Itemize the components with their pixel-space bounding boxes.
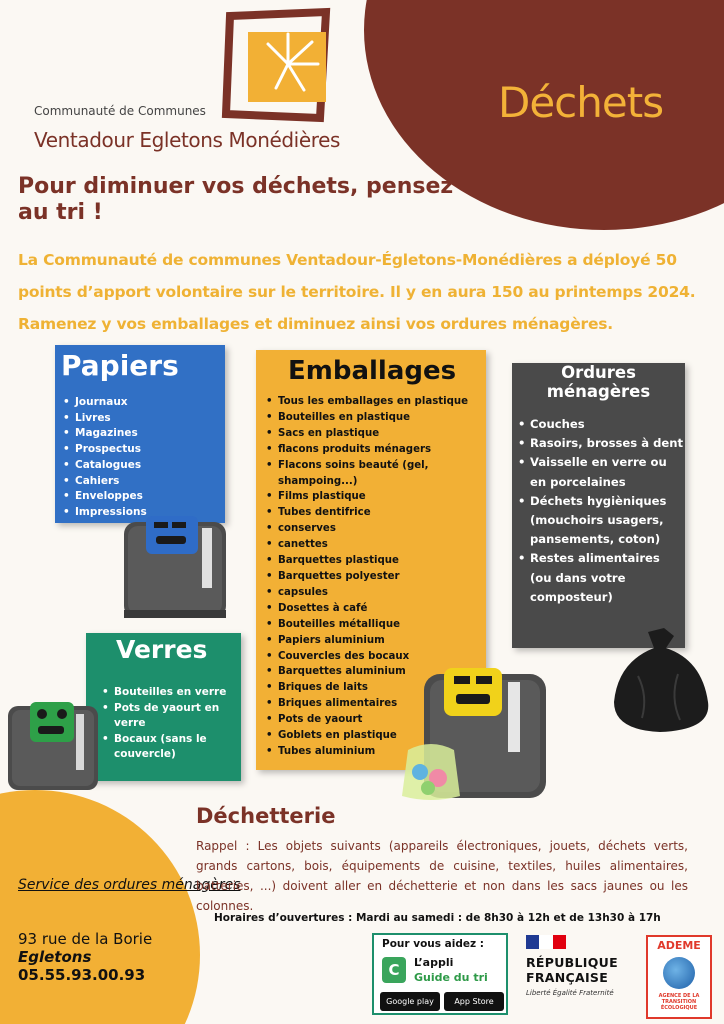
list-item: • Restes alimentaires (ou dans votre composteur) (518, 549, 684, 607)
recycling-bag-image (398, 736, 464, 804)
list-item: • Bocaux (sans le couvercle) (102, 732, 236, 763)
list-item: • Dosettes à café (266, 601, 484, 617)
address-city: Egletons (18, 948, 92, 966)
globe-icon (663, 957, 695, 989)
list-item: • conserves (266, 521, 484, 537)
ademe-logo (646, 935, 712, 1019)
service-label-text: Service des ordures ménagères (18, 877, 241, 893)
ordures-panel (512, 363, 685, 648)
devise-text: Liberté Égalité Fraternité (526, 989, 614, 997)
list-item: • Goblets en plastique (266, 728, 484, 744)
appli-box (372, 933, 508, 1015)
list-item: • Tous les emballages en plastique (266, 394, 484, 410)
list-item: • canettes (266, 537, 484, 553)
intro-text: La Communauté de communes Ventadour-Égletons-Monédières a déployé 50 points d’apport volontaire sur le territoire. Il y en aura 150 au printemps 2024. Ramenez y vos emballages et diminuez ainsi vos ordures ménagères. (18, 251, 696, 333)
list-item: • Prospectus (63, 442, 147, 458)
list-item: • Tubes dentifrice (266, 505, 484, 521)
logo-icon (216, 6, 338, 124)
republique-text: RÉPUBLIQUE FRANÇAISE (526, 955, 618, 985)
list-item: • Bouteilles en verre (102, 685, 236, 701)
appli-line2: Guide du tri (414, 971, 488, 984)
blue-bin-image (120, 514, 230, 622)
list-item: • Pots de yaourt en verre (102, 701, 236, 732)
page-title: Déchets (498, 78, 664, 127)
list-item: • Journaux (63, 395, 147, 411)
opening-hours: Horaires d’ouvertures : Mardi au samedi : de 8h30 à 12h et de 13h30 à 17h (214, 912, 661, 924)
list-item: • Vaisselle en verre ou en porcelaines (518, 453, 684, 491)
list-item: • Couvercles des bocaux (266, 649, 484, 665)
logo-name: Ventadour Egletons Monédières (34, 128, 341, 152)
list-item: • Cahiers (63, 474, 147, 490)
address-phone: 05.55.93.00.93 (18, 966, 146, 984)
ademe-title: ADEME (657, 939, 701, 952)
ademe-subtitle: AGENCE DE LA TRANSITION ÉCOLOGIQUE (658, 993, 700, 1011)
list-item: • Livres (63, 411, 147, 427)
papiers-title: Papiers (61, 349, 179, 382)
appli-line1: L’appli (414, 956, 454, 969)
list-item: • Tubes aluminium (266, 744, 484, 760)
ordures-list (518, 415, 684, 607)
trash-bag-image (608, 626, 714, 736)
list-item: • Pots de yaourt (266, 712, 484, 728)
list-item: • Magazines (63, 426, 147, 442)
headline: Pour diminuer vos déchets, pensez au tri ! (18, 174, 454, 225)
guide-tri-icon: C (382, 957, 406, 983)
list-item: • Rasoirs, brosses à dent (518, 434, 684, 453)
list-item: • Barquettes aluminium (266, 664, 484, 680)
list-item: • Briques de laits (266, 680, 484, 696)
list-item: • Enveloppes (63, 489, 147, 505)
list-item: • flacons produits ménagers (266, 442, 484, 458)
list-item: • Films plastique (266, 489, 484, 505)
ordures-title: Ordures ménagères (546, 363, 651, 401)
list-item: • Papiers aluminium (266, 633, 484, 649)
appli-intro: Pour vous aidez : (382, 938, 484, 950)
list-item: • Bouteilles métallique (266, 617, 484, 633)
french-flag-icon (526, 935, 566, 949)
green-bin-image (6, 700, 100, 792)
list-item: • Barquettes plastique (266, 553, 484, 569)
list-item: • Flacons soins beauté (gel, shampoing...) (266, 458, 484, 490)
verres-panel (86, 633, 241, 781)
list-item: • Déchets hygièniques (mouchoirs usagers, pansements, coton) (518, 492, 684, 550)
list-item: • Briques alimentaires (266, 696, 484, 712)
service-address (18, 930, 152, 984)
emballages-title: Emballages (288, 356, 457, 386)
decheterie-title: Déchetterie (196, 804, 336, 828)
list-item: • Barquettes polyester (266, 569, 484, 585)
list-item: • Sacs en plastique (266, 426, 484, 442)
republique-francaise-logo (526, 935, 626, 1015)
list-item: • Bouteilles en plastique (266, 410, 484, 426)
verres-title: Verres (116, 635, 208, 664)
list-item: • Catalogues (63, 458, 147, 474)
verres-list (102, 685, 236, 763)
decheterie-text: Rappel : Les objets suivants (appareils électroniques, jouets, déchets verts, grands cartons, bois, équipements de cuisine, textiles, huiles alimentaires, batteries, ...) doivent aller en déchetterie et non dans les sacs jaunes ou les colonnes. (196, 839, 688, 913)
address-street: 93 rue de la Borie (18, 930, 153, 948)
papiers-list (63, 395, 147, 521)
list-item: • Impressions (63, 505, 147, 521)
list-item: • capsules (266, 585, 484, 601)
logo-subtitle: Communauté de Communes (34, 104, 206, 118)
app-store-badge[interactable]: App Store (444, 992, 504, 1011)
papiers-panel (55, 345, 225, 523)
footer-orange-shape (0, 790, 200, 1024)
list-item: • Couches (518, 415, 684, 434)
google-play-badge[interactable]: Google play (380, 992, 440, 1011)
